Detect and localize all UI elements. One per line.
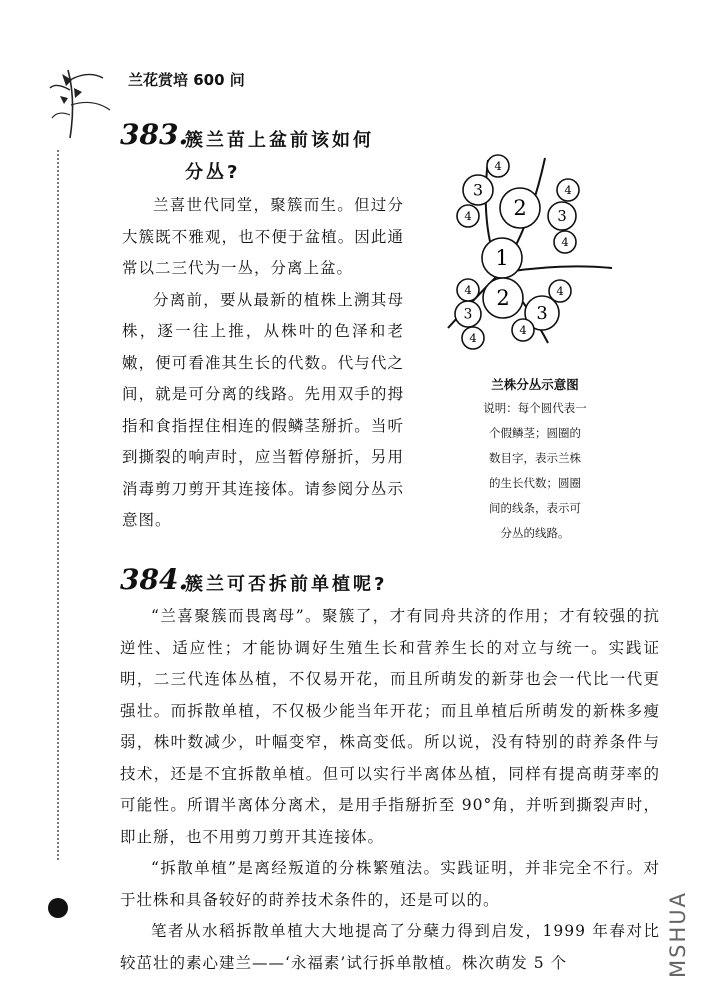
watermark: MSHUA	[666, 891, 690, 979]
clump-division-diagram	[430, 148, 625, 358]
question-383-number: 383.	[120, 118, 189, 151]
generation-number-label: 3	[472, 180, 484, 200]
generation-number-label: 4	[564, 182, 572, 197]
orchid-ornament-icon	[48, 60, 118, 140]
generation-number-label: 2	[496, 286, 510, 310]
caption-line: 间的线条，表示可	[489, 501, 581, 515]
question-383-title-line2: 分丛?	[185, 162, 241, 183]
figure-title: 兰株分丛示意图	[491, 377, 579, 392]
paragraph: 分离前，要从最新的植株上溯其母株，逐一往上推，从株叶的色泽和老嫩，便可看准其生长的代数。代与代之间，就是可分离的线路。先用双手的拇指和食指捏住相连的假鳞茎掰折。当听到撕裂的响声时，应当暂停掰折，另用消毒剪刀剪开其连接体。请参阅分丛示意图。	[122, 290, 404, 529]
page-marker-dot	[48, 898, 68, 918]
question-383-title-line1: 簇兰苗上盆前该如何	[185, 130, 374, 151]
generation-number-label: 4	[561, 234, 569, 249]
generation-number-label: 4	[556, 283, 564, 298]
paragraph: 笔者从水稻拆散单植大大地提高了分蘖力得到启发，1999 年春对比较茁壮的素心建兰——‘永福素’试行拆单散植。株次萌发 5 个	[120, 922, 660, 972]
question-383-body	[122, 190, 404, 537]
pseudobulb-circles	[455, 155, 579, 349]
generation-number-label: 2	[513, 196, 527, 220]
paragraph: “拆散单植”是离经叛道的分株繁殖法。实践证明，并非完全不行。对于壮株和具备较好的莳养技术条件的，还是可以的。	[120, 859, 660, 909]
question-384-number: 384.	[120, 563, 189, 596]
figure-caption	[455, 396, 615, 546]
generation-number-label: 1	[495, 246, 509, 270]
generation-number-label: 4	[494, 158, 502, 173]
generation-number-label: 4	[464, 208, 472, 223]
generation-number-label: 3	[536, 302, 548, 324]
caption-line: 分丛的线路。	[500, 526, 570, 540]
margin-dotted-line	[57, 150, 59, 860]
book-title: 兰花赏培 600 问	[128, 71, 245, 89]
caption-line: 说明：每个圆代表一	[483, 401, 587, 415]
caption-line: 个假鳞茎；圆圈的	[489, 426, 581, 440]
generation-number-label: 3	[463, 306, 473, 323]
paragraph: “兰喜聚簇而畏离母”。聚簇了，才有同舟共济的作用；才有较强的抗逆性、适应性；才能协调好生殖生长和营养生长的对立与统一。实践证明，二三代连体丛植，不仅易开花，而且所萌发的新芽也会一代比一代更强壮。而拆散单植，不仅极少能当年开花；而且单植后所萌发的新株多瘦弱，株叶数减少，叶幅变窄，株高变低。所以说，没有特别的莳养条件与技术，还是不宜拆散单植。但可以实行半离体丛植，同样有提高萌芽率的可能性。所谓半离体分离术，是用手指掰折至 90°角，并听到撕裂声时，即止掰，也不用剪刀剪开其连接体。	[120, 607, 660, 846]
generation-number-label: 4	[464, 282, 472, 297]
caption-line: 数目字，表示兰株	[489, 451, 581, 465]
caption-line: 的生长代数；圆圈	[489, 476, 581, 490]
generation-number-label: 4	[519, 322, 527, 337]
paragraph: 兰喜世代同堂，聚簇而生。但过分大簇既不雅观，也不便于盆植。因此通常以二三代为一丛，分离上盆。	[122, 196, 404, 277]
question-384-body	[120, 601, 660, 979]
question-384-title: 簇兰可否拆前单植呢?	[185, 574, 388, 595]
generation-number-label: 3	[557, 207, 567, 225]
generation-number-label: 4	[469, 330, 477, 345]
